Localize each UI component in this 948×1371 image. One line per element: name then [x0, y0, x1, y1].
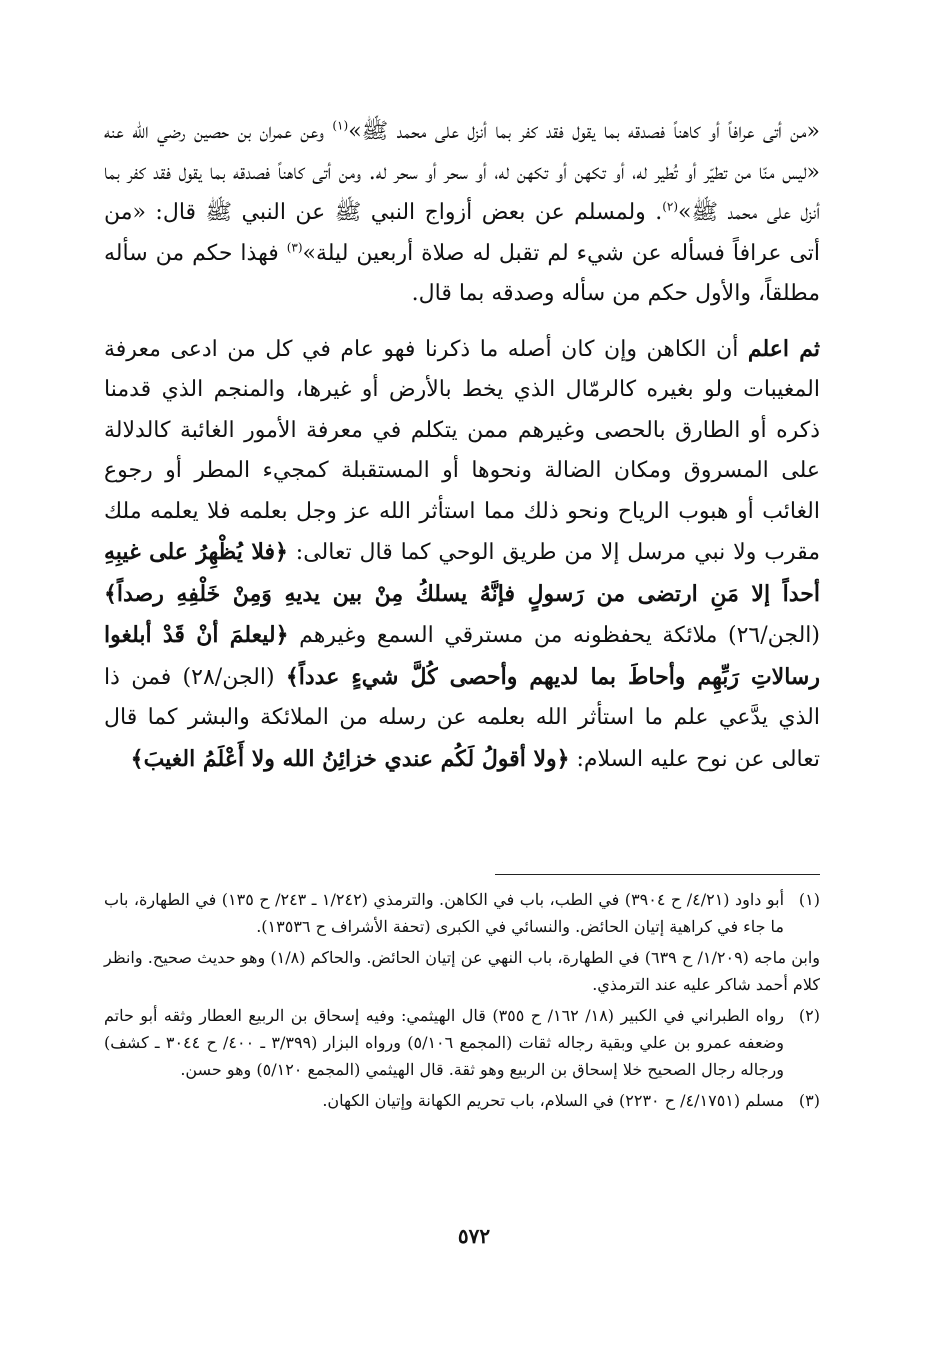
footnote-ref-2[interactable]: (٢) [662, 199, 679, 214]
footnote-divider [495, 874, 820, 875]
quran-verse-3: ﴿ولا أقولُ لَكُم عندي خزائِنُ الله ولا أَعْلَمُ الغيبَ﴾ [130, 745, 570, 772]
paragraph-2-text-3: (الجن/٢٨) فمن ذا الذي يدَّعي علم ما استأثر الله بعلمه عن رسله من الملائكة والبشر كما قال تعالى عن نوح عليه السلام: [104, 664, 820, 772]
paragraph-2-lead: ثم اعلم [747, 335, 820, 362]
footnote-ref-3[interactable]: (٣) [286, 240, 303, 255]
footnote-1 [104, 886, 820, 940]
footnote-1-continuation: وابن ماجه (١/٢٠٩/ ح ٦٣٩) في الطهارة، باب النهي عن إتيان الحائض. والحاكم (١/٨) وهو حديث صحيح. وانظر كلام أحمد شاكر عليه عند الترمذي. [104, 948, 821, 994]
footnote-3-text: مسلم (٤/١٧٥١/ ح ٢٢٣٠) في السلام، باب تحريم الكهانة وإتيان الكهان. [322, 1091, 784, 1110]
paragraph-1-text-3: . ولمسلم عن بعض أزواج النبي ﷺ عن النبي ﷺ قال: «من أتى عرافاً فسأله عن شيء لم تقبل له صلاة أربعين ليلة» [104, 200, 820, 266]
footnotes [104, 886, 820, 1118]
footnote-3-number: (٣) [798, 1091, 820, 1110]
footnote-3 [104, 1087, 820, 1114]
quran-verse-2: ﴿ليعلمَ أنْ قَدْ أبلغوا رسالاتِ رَبِّهِم وأحاطَ بما لديهم وأحصى كُلَّ شيءٍ عدداً﴾ [104, 622, 820, 690]
footnote-1-text: أبو داود (٤/٢١/ ح ٣٩٠٤) في الطب، باب في الكاهن. والترمذي (١/٢٤٢ ـ ٢٤٣/ ح ١٣٥) في الطهارة، باب ما جاء في كراهية إتيان الحائض. والنسائي في الكبرى (تحفة الأشراف ح ١٣٥٣٦). [104, 890, 785, 936]
paragraph-2-text-2: (الجن/٢٦) ملائكة يحفظونه من مسترقي السمع وغيرهم [288, 623, 820, 648]
paragraph-1 [104, 112, 820, 315]
page-number: ٥٧٢ [457, 1224, 491, 1248]
paragraph-1-text-1: «من أتى عرافاً أو كاهناً فصدقه بما يقول فقد كفر بما أنزل على محمد ﷺ» [348, 119, 820, 144]
paragraph-2 [104, 329, 820, 781]
footnote-1-number: (١) [798, 890, 820, 909]
footnote-2 [104, 1002, 820, 1083]
paragraph-2-text-1: أن الكاهن وإن كان أصله ما ذكرنا فهو عام في كل من ادعى معرفة المغيبات ولو بغيره كالرمّال الذي يخط بالأرض أو غيرها، والمنجم الذي قدمنا ذكره أو الطارق بالحصى وغيرهم ممن يتكلم في معرفة الأمور الغائبة كالدلالة على المسروق ومكان الضالة ونحوها أو المستقبلة كمجيء المطر أو رجوع الغائب أو هبوب الرياح ونحو ذلك مما استأثر الله عز وجل بعلمه فلا يعلمه ملك مقرب ولا نبي مرسل إلا من طريق الوحي كما قال تعالى: [104, 336, 820, 565]
paragraph-1-text-4: فهذا حكم من سأله مطلقاً، والأول حكم من سأله وصدقه بما قال. [104, 240, 820, 306]
quran-verse-1: ﴿فلا يُظْهِرُ على غيبِهِ أحداً إلا مَنِ ارتضى من رَسولٍ فإنَّهُ يسلكُ مِنْ بين يديهِ وَمِنْ خَلْفِهِ رصداً﴾ [104, 539, 820, 607]
main-text [104, 112, 820, 780]
footnote-2-number: (٢) [798, 1006, 820, 1025]
footnote-2-text: رواه الطبراني في الكبير (١٨/ ١٦٢/ ح ٣٥٥) قال الهيثمي: وفيه إسحاق بن الربيع العطار وثقه أبو حاتم وضعفه عمرو بن علي وبقية رجاله ثقات (المجمع ٥/١٠٦) ورواه البزار (٣/٣٩٩ ـ ٤٠٠/ ح ٣٠٤٤ ـ كشف) ورجاله رجال الصحيح خلا إسحاق بن الربيع وهو ثقة. قال الهيثمي (المجمع ٥/١٢٠) وهو حسن. [104, 1006, 785, 1079]
paragraph-1-text-2: وعن عمران بن حصين رضي الله عنه «ليس منّا من تطيّر أو تُطير له، أو تكهن أو تكهن له، أو سحر أو سحر له. ومن أتى كاهناً فصدقه بما يقول فقد كفر بما أنزل على محمد ﷺ» [104, 119, 820, 225]
footnote-ref-1[interactable]: (١) [332, 118, 349, 133]
